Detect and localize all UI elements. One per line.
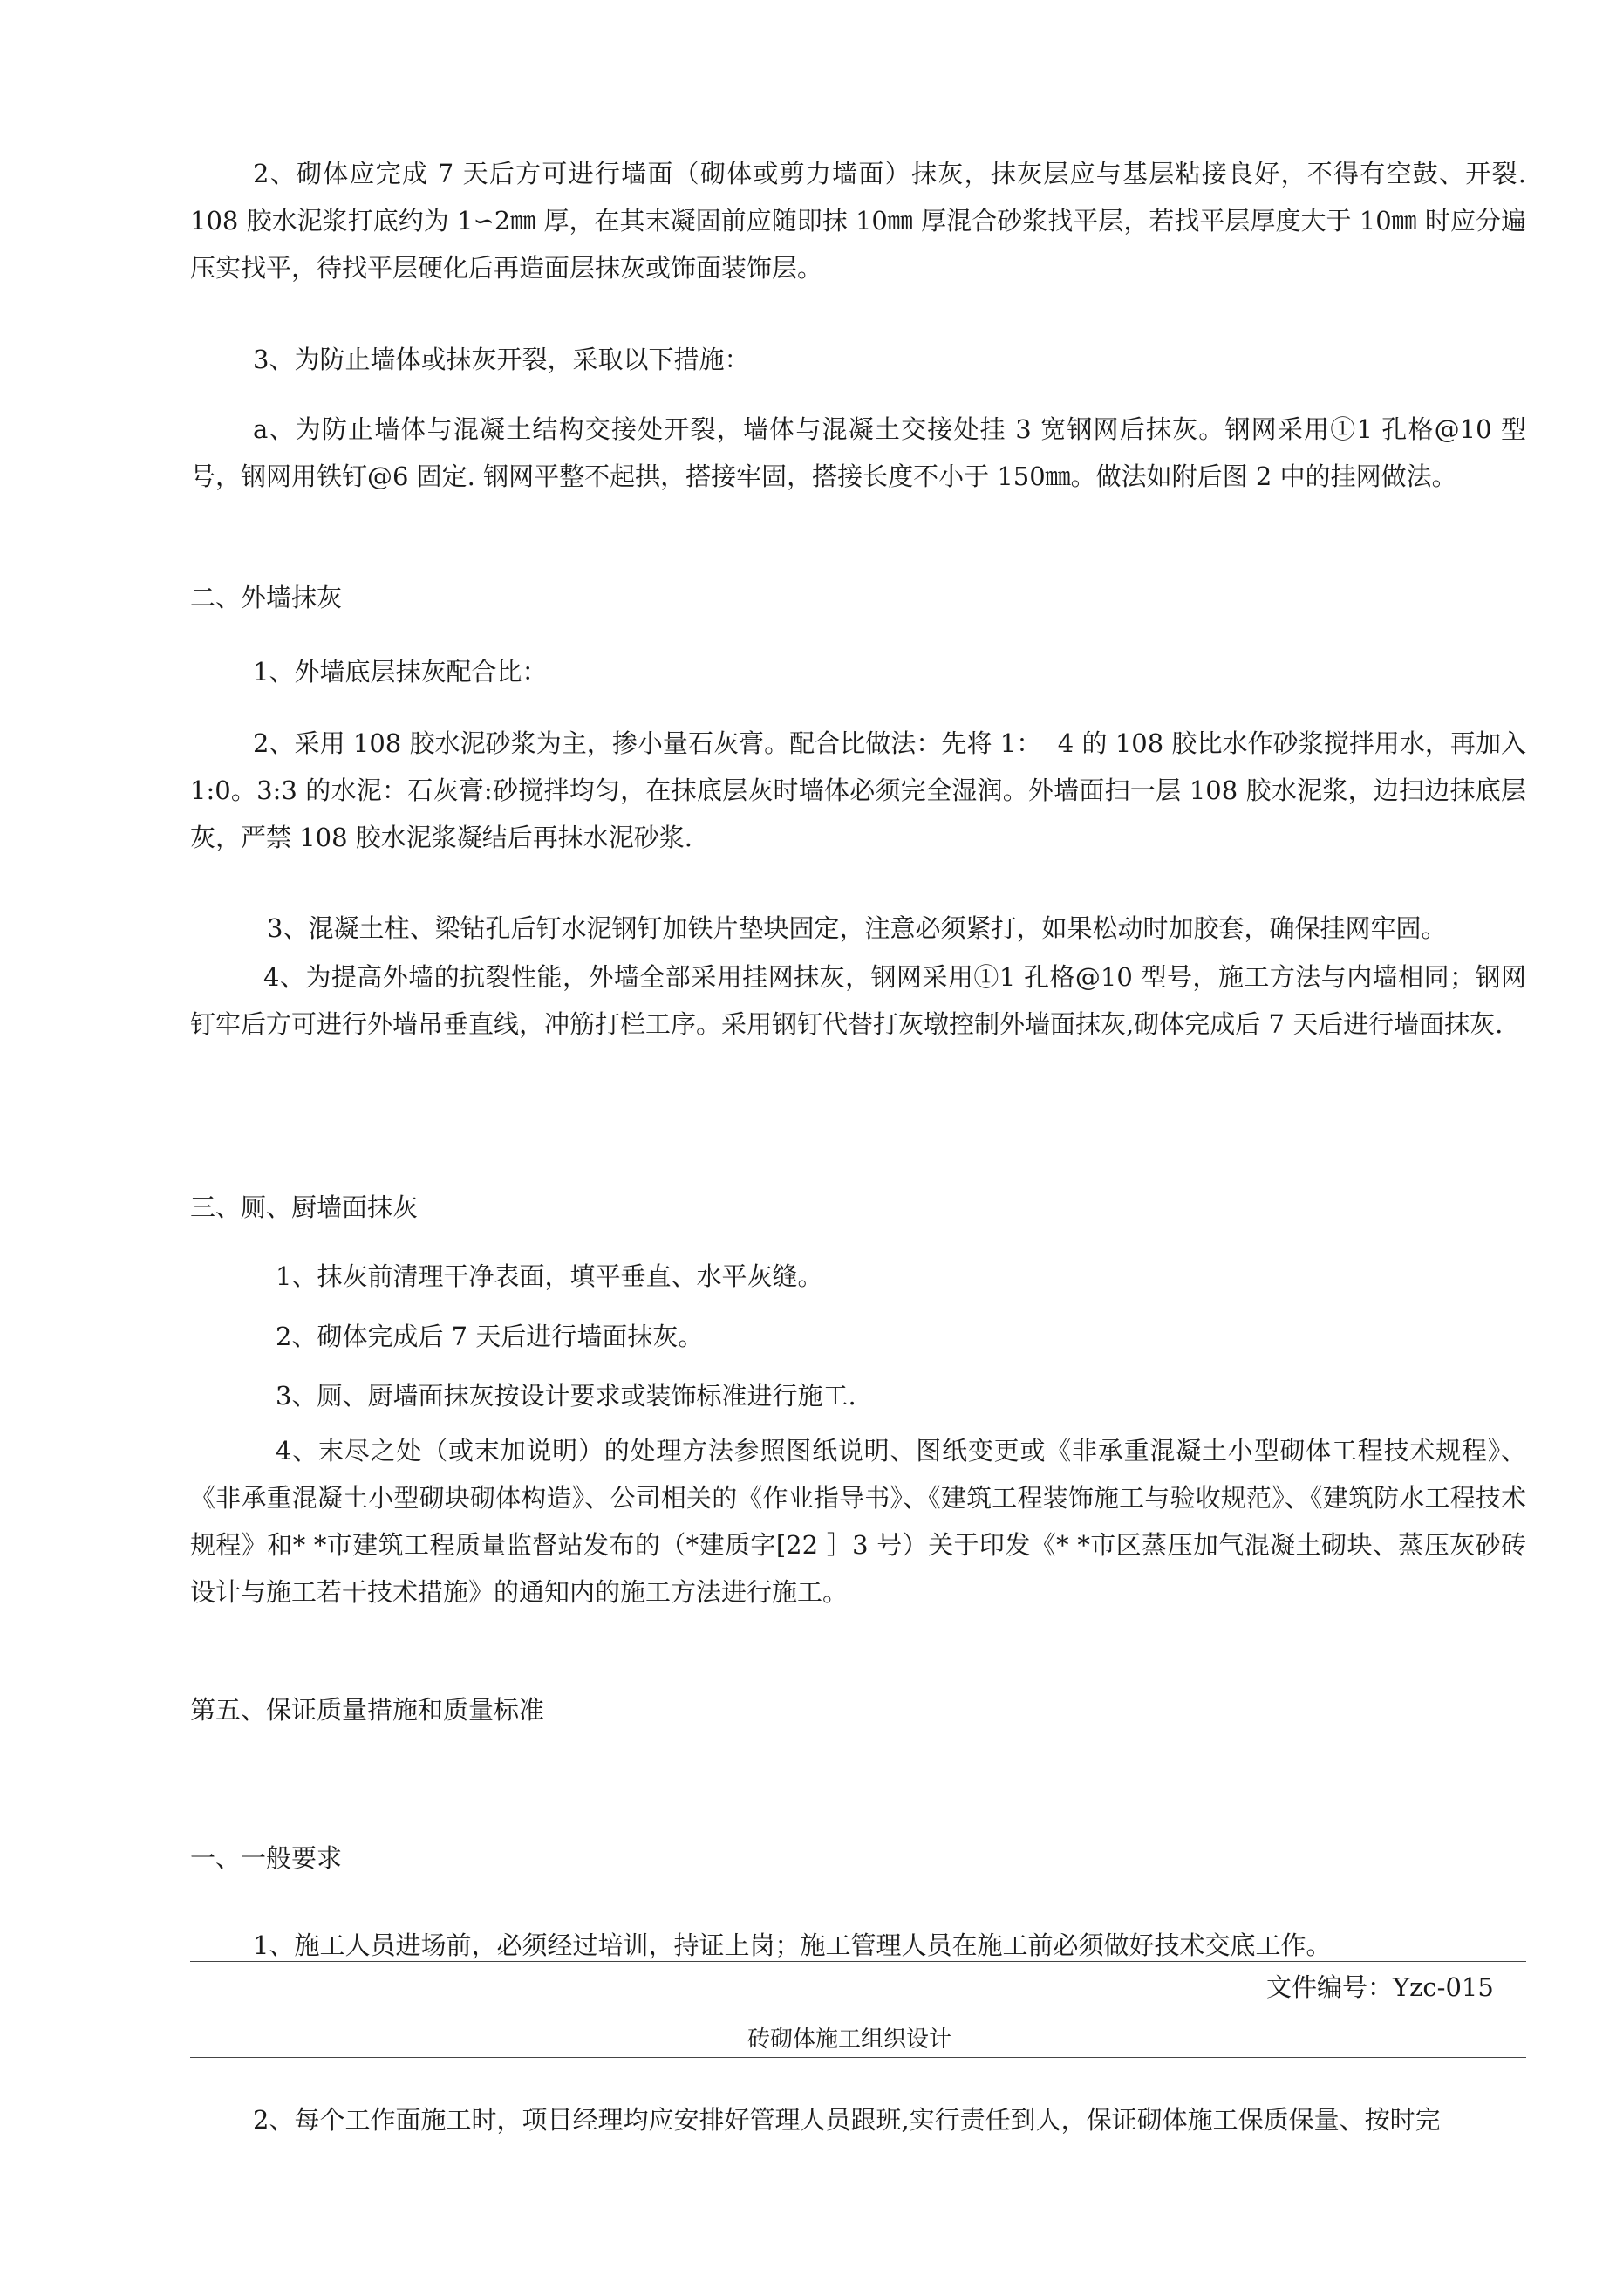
- section-heading: 三、厕、厨墙面抹灰: [190, 1192, 419, 1222]
- paragraph: 2、砌体完成后 7 天后进行墙面抹灰。: [276, 1322, 704, 1351]
- paragraph: 3、为防止墙体或抹灰开裂，采取以下措施：: [253, 345, 750, 374]
- paragraph: 2、每个工作面施工时，项目经理均应安排好管理人员跟班,实行责任到人，保证砌体施工保质保量、按时完: [253, 2105, 1441, 2135]
- paragraph: a、为防止墙体与混凝土结构交接处开裂，墙体与混凝土交接处挂 3 宽钢网后抹灰。钢网采用①1 孔格@10 型号，钢网用铁钉@6 固定. 钢网平整不起拱，搭接牢固，搭接长度不小于 150㎜。做法如附后图 2 中的挂网做法。: [190, 414, 1526, 491]
- paragraph: 3、厕、厨墙面抹灰按设计要求或装饰标准进行施工.: [276, 1381, 856, 1411]
- paragraph: 1、抹灰前清理干净表面，填平垂直、水平灰缝。: [276, 1261, 823, 1291]
- paragraph: 1、外墙底层抹灰配合比：: [253, 657, 548, 687]
- paragraph: 3、混凝土柱、梁钻孔后钉水泥钢钉加铁片垫块固定，注意必须紧打，如果松动时加胶套，确保挂网牢固。: [267, 913, 1447, 943]
- document-title: 砖砌体施工组织设计: [747, 2026, 952, 2053]
- paragraph: 2、采用 108 胶水泥砂浆为主，掺小量石灰膏。配合比做法：先将 1： 4 的 108 胶比水作砂浆搅拌用水，再加入 1:0。3:3 的水泥：石灰膏:砂搅拌均匀，在抹底层灰时墙体必须完全湿润。外墙面扫一层 108 胶水泥浆，边扫边抹底层灰，严禁 108 胶水泥浆凝结后再抹水泥砂浆.: [190, 728, 1535, 852]
- paragraph: 4、为提高外墙的抗裂性能，外墙全部采用挂网抹灰，钢网采用①1 孔格@10 型号，施工方法与内墙相同；钢网钉牢后方可进行外墙吊垂直线，冲筋打栏工序。采用钢钉代替打灰墩控制外墙面抹灰,砌体完成后 7 天后进行墙面抹灰.: [190, 962, 1526, 1039]
- section-heading: 第五、保证质量措施和质量标准: [190, 1695, 545, 1725]
- paragraph: 4、末尽之处（或末加说明）的处理方法参照图纸说明、图纸变更或《非承重混凝土小型砌体工程技术规程》、《非承重混凝土小型砌块砌体构造》、公司相关的《作业指导书》、《建筑工程装饰施工与验收规范》、《建筑防水工程技术规程》和* *市建筑工程质量监督站发布的（*建质字[22 ］3 号）关于印发《* *市区蒸压加气混凝土砌块、蒸压灰砂砖设计与施工若干技术措施》的通知内的施工方法进行施工。: [190, 1436, 1526, 1607]
- section-heading: 一、一般要求: [190, 1843, 343, 1873]
- paragraph: 2、砌体应完成 7 天后方可进行墙面（砌体或剪力墙面）抹灰，抹灰层应与基层粘接良好，不得有空鼓、开裂. 108 胶水泥浆打底约为 1∽2㎜ 厚，在其末凝固前应随即抹 10㎜ 厚混合砂浆找平层，若找平层厚度大于 10㎜ 时应分遍压实找平，待找平层硬化后再造面层抹灰或饰面装饰层。: [190, 159, 1535, 283]
- paragraph: 1、施工人员进场前，必须经过培训，持证上岗；施工管理人员在施工前必须做好技术交底工作。: [253, 1930, 1332, 1960]
- file-number: 文件编号：Yzc-015: [1266, 1972, 1494, 2002]
- header-rule-top: [190, 1961, 1526, 1962]
- section-heading: 二、外墙抹灰: [190, 583, 343, 612]
- header-rule-bottom: [190, 2057, 1526, 2058]
